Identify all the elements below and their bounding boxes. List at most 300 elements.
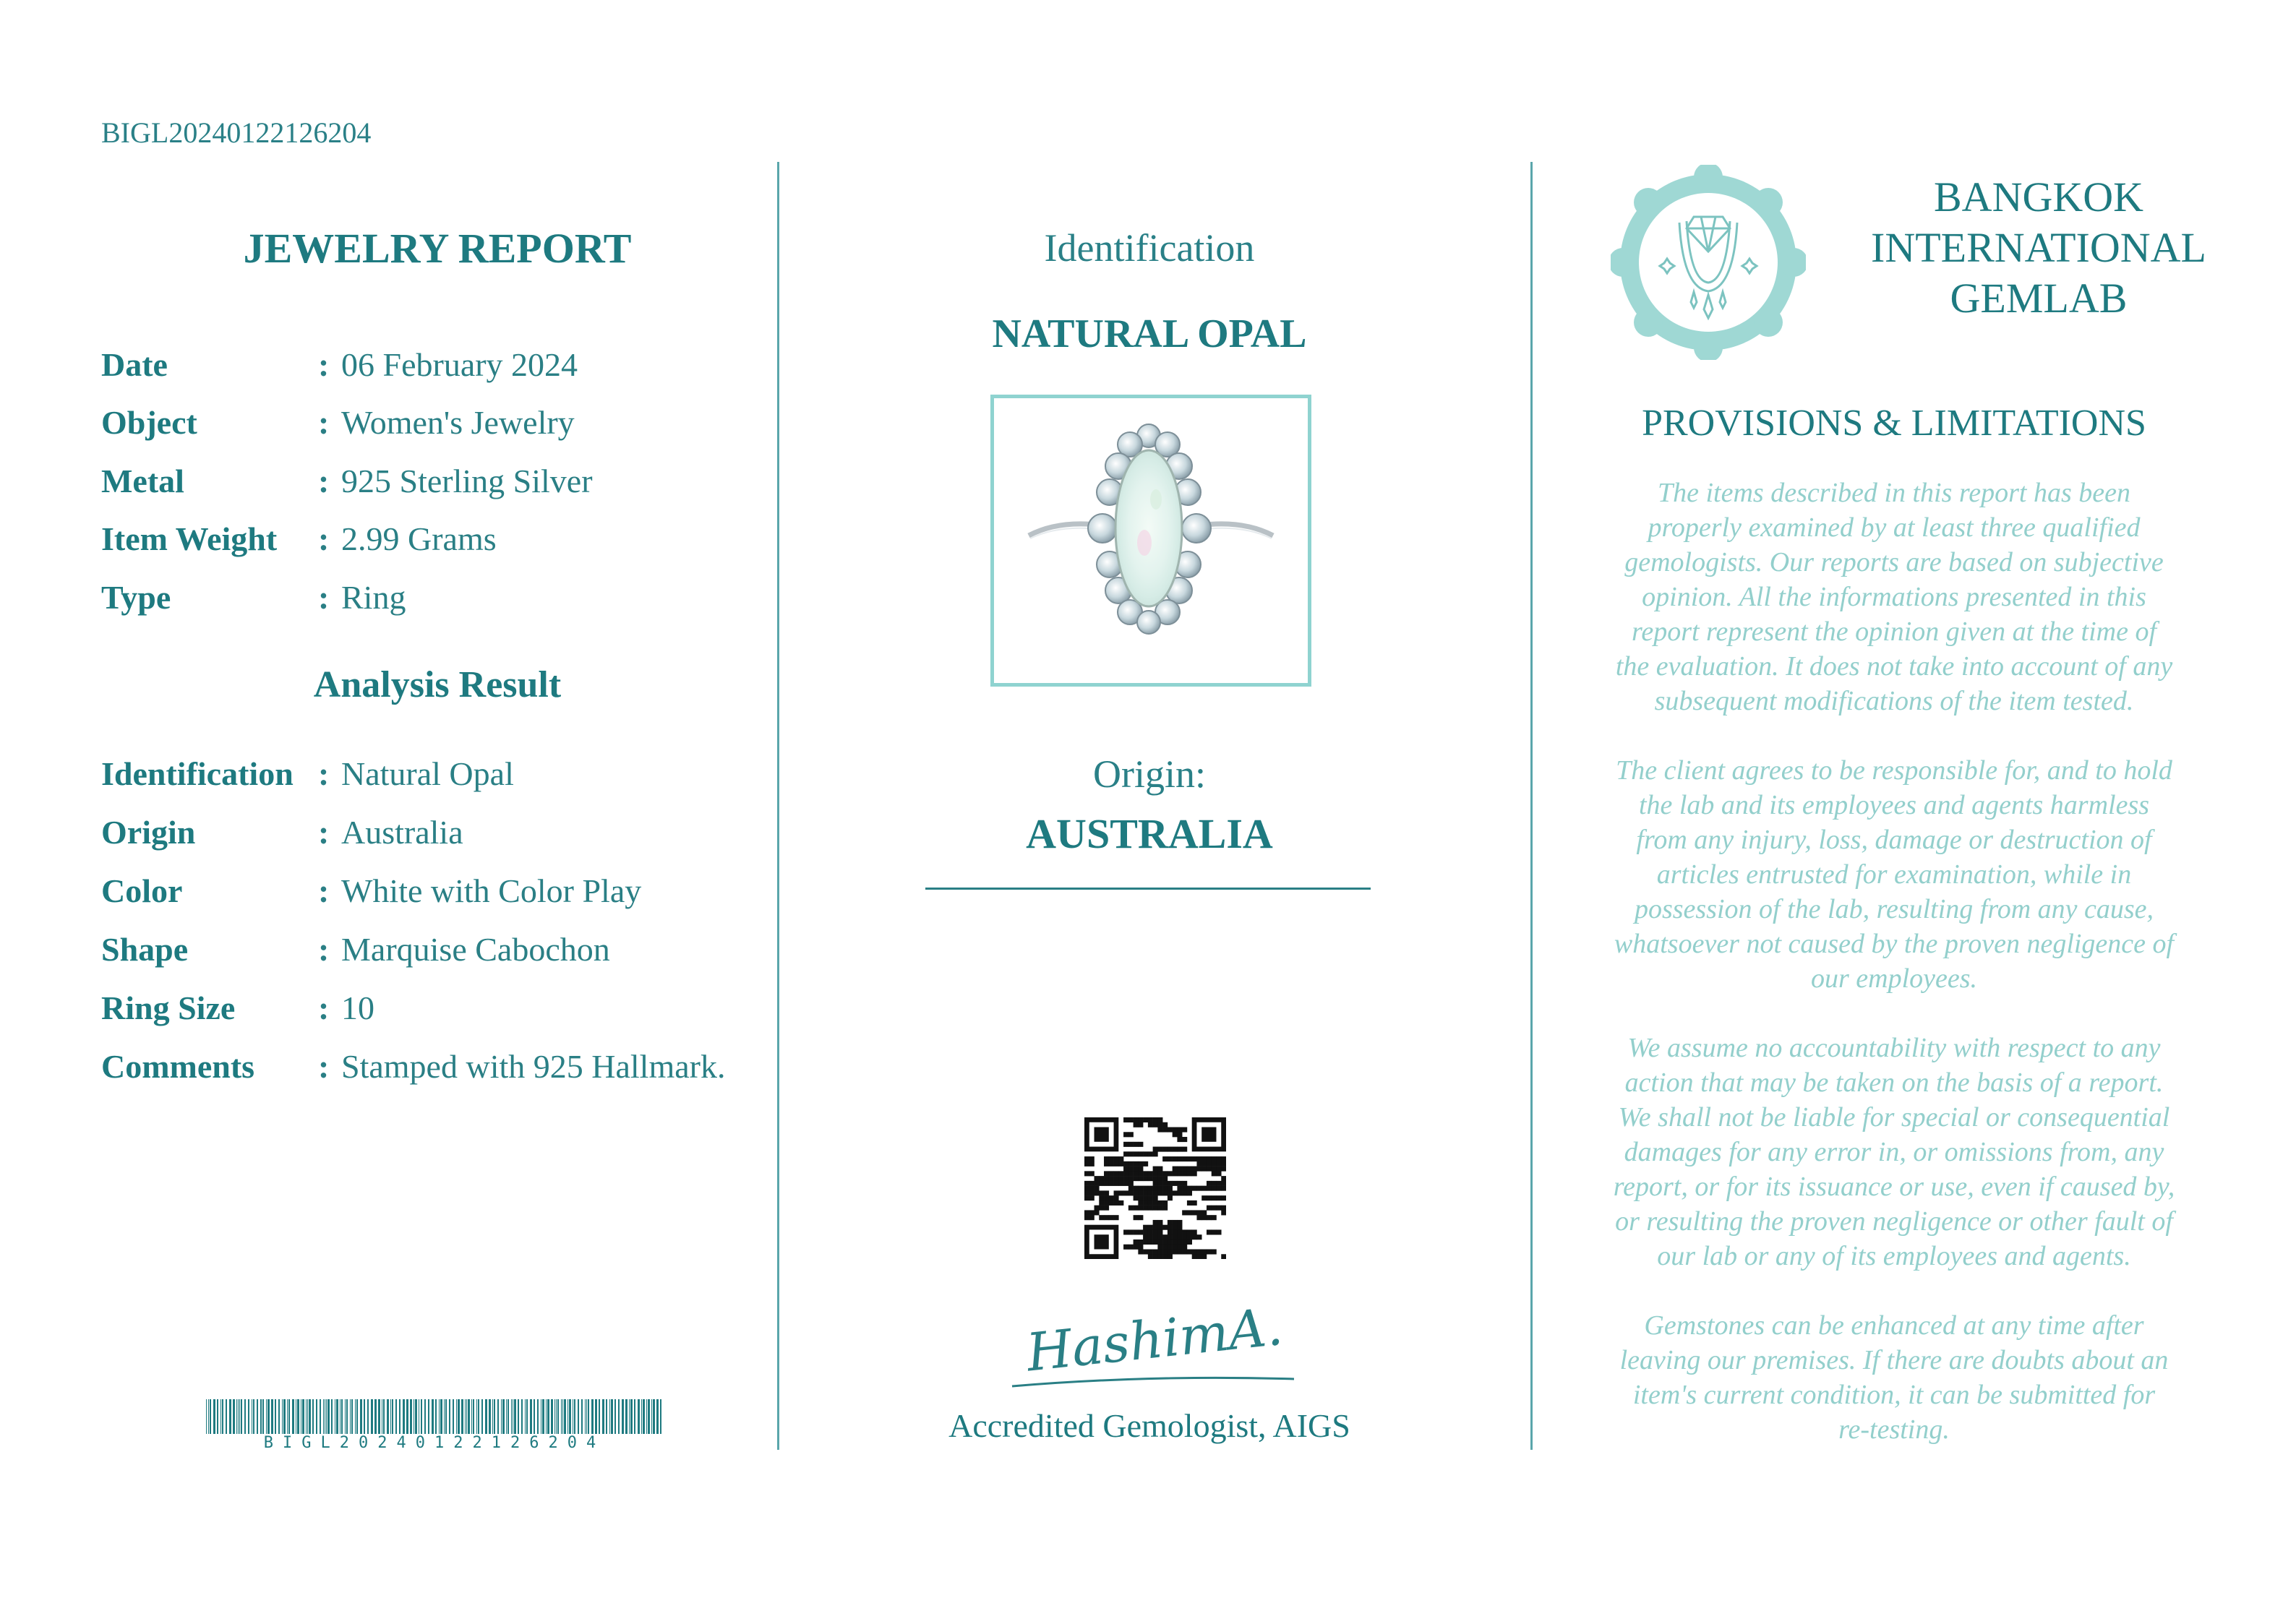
qr-module [1128,1229,1134,1234]
qr-module [1177,1220,1182,1225]
barcode-bar [244,1399,246,1434]
qr-module [1109,1195,1114,1200]
barcode-bar [591,1399,594,1434]
qr-module [1182,1234,1187,1240]
qr-module [1162,1156,1168,1161]
qr-module [1196,1186,1201,1191]
qr-module [1109,1161,1114,1167]
qr-module [1084,1156,1089,1161]
origin-value: AUSTRALIA [1026,810,1273,857]
qr-module [1216,1181,1221,1186]
qr-module [1104,1195,1109,1200]
barcode-bar [595,1399,597,1434]
qr-module [1143,1190,1148,1195]
detail-colon: : [318,463,330,499]
qr-module [1104,1156,1109,1161]
qr-module [1177,1240,1182,1245]
qr-module [1118,1156,1123,1161]
barcode-bar [428,1399,429,1434]
qr-module [1168,1156,1173,1161]
qr-module [1099,1200,1104,1206]
qr-module [1153,1167,1158,1172]
detail-value: Women's Jewelry [341,404,575,441]
qr-module [1157,1127,1162,1133]
qr-module [1095,1206,1100,1211]
qr-module [1216,1206,1221,1211]
barcode-bar [410,1399,412,1434]
qr-module [1138,1122,1143,1127]
qr-module [1162,1200,1168,1206]
qr-module [1157,1254,1162,1259]
provisions-line: our lab or any of its employees and agents. [1657,1241,2131,1271]
barcode-bar [213,1399,215,1434]
qr-module [1134,1206,1139,1211]
barcode-bar [581,1399,583,1434]
qr-module [1143,1200,1148,1206]
qr-module [1148,1229,1153,1234]
qr-module [1177,1249,1182,1254]
qr-module [1109,1156,1114,1161]
barcode-bar [489,1399,491,1434]
barcode-bar [238,1399,239,1434]
qr-module [1173,1127,1178,1133]
analysis-value: 10 [341,989,374,1026]
qr-module [1221,1186,1226,1191]
barcode-bar [267,1399,270,1434]
qr-module [1221,1195,1226,1200]
detail-label: Object [101,404,197,441]
qr-module [1148,1186,1153,1191]
barcode-bar [630,1399,633,1434]
barcode-bar [440,1399,442,1434]
qr-module [1221,1254,1226,1259]
qr-module [1212,1186,1217,1191]
qr-module [1168,1220,1173,1225]
qr-module [1099,1190,1104,1195]
detail-label: Type [101,579,171,616]
qr-module [1173,1167,1178,1172]
lab-name-line-3: GEMLAB [1950,275,2128,322]
qr-module [1182,1249,1187,1254]
qr-module [1162,1122,1168,1127]
qr-module [1128,1186,1134,1191]
provisions-line: re-testing. [1838,1414,1950,1445]
qr-module [1118,1161,1123,1167]
qr-module [1192,1167,1197,1172]
qr-module [1114,1171,1119,1176]
qr-module [1207,1195,1212,1200]
detail-value: 06 February 2024 [341,346,578,383]
analysis-value: White with Color Play [341,872,642,909]
qr-module [1095,1176,1100,1181]
qr-module [1095,1127,1109,1142]
qr-module [1153,1186,1158,1191]
provisions-line: subsequent modifications of the item tested. [1654,686,2134,716]
qr-code [1084,1117,1226,1259]
barcode-bar [622,1399,624,1434]
qr-module [1128,1176,1134,1181]
barcode-bar [660,1399,661,1434]
barcode-bar [588,1399,589,1434]
qr-module [1138,1171,1143,1176]
qr-module [1099,1181,1104,1186]
qr-module [1128,1190,1134,1195]
qr-module [1157,1190,1162,1195]
barcode-bar [561,1399,562,1434]
qr-module [1128,1161,1134,1167]
qr-module [1221,1167,1226,1172]
qr-module [1143,1206,1148,1211]
qr-module [1212,1249,1217,1254]
identification-label: Identification [1044,226,1255,270]
barcode-bar [574,1399,575,1434]
barcode-bar [355,1399,356,1434]
barcode-bar [521,1399,523,1434]
qr-module [1157,1200,1162,1206]
barcode-bar [312,1399,314,1434]
qr-module [1099,1206,1104,1211]
qr-module [1128,1206,1134,1211]
qr-module [1212,1215,1217,1220]
qr-module [1143,1117,1148,1122]
qr-module [1134,1122,1139,1127]
qr-module [1157,1229,1162,1234]
qr-module [1143,1176,1148,1181]
item-photo-frame [990,395,1311,687]
qr-module [1173,1147,1178,1152]
qr-module [1153,1206,1158,1211]
qr-module [1104,1171,1109,1176]
qr-module [1148,1122,1153,1127]
qr-module [1084,1171,1089,1176]
qr-module [1187,1249,1192,1254]
qr-module [1089,1195,1095,1200]
barcode-bar [567,1399,568,1434]
qr-module [1095,1181,1100,1186]
qr-module [1212,1167,1217,1172]
qr-module [1148,1254,1153,1259]
qr-module [1128,1181,1134,1186]
qr-module [1123,1190,1128,1195]
qr-module [1192,1249,1197,1254]
qr-module [1104,1181,1109,1186]
qr-module [1138,1200,1143,1206]
qr-module [1095,1210,1100,1215]
qr-module [1177,1229,1182,1234]
qr-module [1162,1181,1168,1186]
signature [998,1286,1316,1395]
barcode-bar [614,1399,616,1434]
qr-module [1201,1156,1207,1161]
provisions-line: whatsoever not caused by the proven negligence of [1614,929,2175,959]
qr-module [1123,1151,1128,1156]
qr-module [1212,1181,1217,1186]
qr-module [1192,1200,1197,1206]
qr-module [1143,1225,1148,1230]
qr-module [1157,1167,1162,1172]
qr-module [1173,1190,1178,1195]
qr-module [1148,1225,1153,1230]
qr-module [1148,1240,1153,1245]
qr-module [1162,1206,1168,1211]
qr-module [1099,1215,1104,1220]
qr-module [1114,1181,1119,1186]
barcode-bar [461,1399,463,1434]
barcode-bar [364,1399,365,1434]
qr-module [1168,1181,1173,1186]
qr-module [1212,1161,1217,1167]
qr-module [1095,1234,1109,1249]
barcode-bar [403,1399,405,1434]
qr-module [1118,1171,1123,1176]
qr-module [1177,1127,1182,1133]
qr-module [1216,1161,1221,1167]
barcode-bar [481,1399,483,1434]
barcode-bar [554,1399,555,1434]
barcode-bar [466,1399,467,1434]
qr-module [1173,1240,1178,1245]
qr-module [1177,1156,1182,1161]
barcode-bar [371,1399,373,1434]
provisions-line: from any injury, loss, damage or destruction of [1636,825,2152,855]
qr-module [1212,1156,1217,1161]
qr-module [1148,1151,1153,1156]
qr-module [1207,1249,1212,1254]
provisions-line: opinion. All the informations presented in this [1642,582,2146,612]
barcode-bar [395,1399,397,1434]
qr-module [1153,1195,1158,1200]
detail-value: Ring [341,579,406,616]
qr-module [1177,1147,1182,1152]
barcode-bar [599,1399,600,1434]
qr-module [1138,1151,1143,1156]
barcode-bar [534,1399,535,1434]
qr-module [1216,1156,1221,1161]
qr-module [1192,1254,1197,1259]
qr-module [1207,1156,1212,1161]
qr-module [1084,1190,1089,1195]
barcode-bar [609,1399,610,1434]
qr-module [1153,1254,1158,1259]
qr-module [1182,1137,1187,1142]
qr-module [1173,1249,1178,1254]
barcode-bar [392,1399,393,1434]
qr-module [1221,1210,1226,1215]
qr-module [1182,1156,1187,1161]
barcode-bar [406,1399,408,1434]
barcode-bar [292,1399,294,1434]
barcode-bar [445,1399,447,1434]
qr-module [1134,1142,1139,1147]
qr-module [1201,1215,1207,1220]
qr-module [1207,1186,1212,1191]
qr-module [1138,1117,1143,1122]
analysis-label: Ring Size [101,989,236,1026]
barcode-bar [374,1399,377,1434]
barcode-bar [351,1399,353,1434]
qr-module [1138,1229,1143,1234]
barcode-bar [399,1399,400,1434]
qr-module [1157,1220,1162,1225]
qr-module [1153,1220,1158,1225]
provisions-line: report, or for its issuance or use, even if caused by, [1613,1172,2175,1202]
qr-module [1173,1234,1178,1240]
qr-module [1157,1176,1162,1181]
qr-module [1123,1161,1128,1167]
qr-module [1187,1156,1192,1161]
qr-module [1134,1190,1139,1195]
barcode-bar [233,1399,235,1434]
qr-module [1123,1171,1128,1176]
qr-module [1196,1156,1201,1161]
identification-value: NATURAL OPAL [992,312,1307,356]
qr-module [1143,1229,1148,1234]
qr-module [1182,1190,1187,1195]
barcode-bar [530,1399,532,1434]
qr-module [1104,1190,1109,1195]
barcode-bar [229,1399,231,1434]
qr-module [1168,1225,1173,1230]
qr-module [1216,1186,1221,1191]
qr-module [1148,1195,1153,1200]
barcode-bar [492,1399,493,1434]
barcode-bar [514,1399,516,1434]
qr-module [1177,1234,1182,1240]
qr-module [1207,1215,1212,1220]
qr-module [1084,1181,1089,1186]
qr-module [1153,1249,1158,1254]
qr-module [1162,1240,1168,1245]
qr-module [1216,1195,1221,1200]
provisions-paragraph-4 [1576,1308,2212,1447]
barcode-bar [239,1399,240,1434]
barcode-bar [629,1399,630,1434]
qr-module [1157,1122,1162,1127]
qr-module [1221,1176,1226,1181]
qr-module [1216,1229,1221,1234]
provisions-line: We assume no accountability with respect to any [1627,1033,2161,1063]
analysis-value: Stamped with 925 Hallmark. [341,1048,726,1085]
qr-module [1123,1167,1128,1172]
qr-module [1134,1240,1139,1245]
qr-module [1104,1200,1109,1206]
barcode-bar [302,1399,304,1434]
qr-module [1173,1132,1178,1137]
qr-module [1128,1142,1134,1147]
qr-module [1153,1229,1158,1234]
qr-module [1221,1161,1226,1167]
qr-module [1182,1245,1187,1250]
qr-module [1168,1195,1173,1200]
barcode-bar [557,1399,559,1434]
qr-module [1089,1210,1095,1215]
barcode-bar [586,1399,587,1434]
qr-module [1128,1167,1134,1172]
qr-module [1157,1249,1162,1254]
qr-module [1157,1240,1162,1245]
qr-module [1182,1240,1187,1245]
qr-module [1201,1167,1207,1172]
qr-module [1168,1240,1173,1245]
qr-module [1192,1186,1197,1191]
barcode-bar [494,1399,495,1434]
qr-module [1089,1190,1095,1195]
barcode-bar [341,1399,343,1434]
barcode-bar [275,1399,276,1434]
qr-module [1123,1132,1128,1137]
qr-module [1134,1171,1139,1176]
qr-module [1168,1234,1173,1240]
qr-module [1162,1171,1168,1176]
analysis-label: Color [101,872,183,909]
barcode-bar [547,1399,549,1434]
qr-module [1168,1171,1173,1176]
barcode-bar [415,1399,417,1434]
qr-module [1153,1171,1158,1176]
qr-module [1177,1167,1182,1172]
barcode-bar [562,1399,563,1434]
qr-module [1153,1181,1158,1186]
qr-module [1182,1186,1187,1191]
barcode-bar [449,1399,450,1434]
qr-module [1153,1240,1158,1245]
qr-module [1153,1234,1158,1240]
qr-module [1114,1161,1119,1167]
barcode-bar [424,1399,426,1434]
analysis-label: Comments [101,1048,255,1085]
barcode-bar [602,1399,604,1434]
barcode-bar [646,1399,647,1434]
barcode-bar [390,1399,391,1434]
qr-module [1138,1190,1143,1195]
barcode-bar [378,1399,380,1434]
qr-module [1109,1171,1114,1176]
qr-module [1216,1167,1221,1172]
qr-module [1114,1195,1119,1200]
qr-module [1196,1249,1201,1254]
provisions-line: report represent the opinion given at the time of [1631,616,2157,647]
qr-module [1177,1190,1182,1195]
qr-module [1138,1195,1143,1200]
qr-module [1168,1245,1173,1250]
qr-module [1187,1210,1192,1215]
barcode-bar [473,1399,474,1434]
qr-module [1153,1122,1158,1127]
provisions-line: or resulting the proven negligence or other fault of [1615,1206,2173,1237]
qr-module [1134,1167,1139,1172]
barcode-number: BIGL20240122126204 [263,1434,606,1452]
qr-module [1221,1206,1226,1211]
qr-module [1177,1137,1182,1142]
analysis-colon: : [318,989,330,1026]
lab-seal-logo [1611,165,1806,360]
detail-label: Metal [101,463,184,499]
qr-module [1168,1186,1173,1191]
barcode-bar [320,1399,321,1434]
barcode-bar [206,1399,207,1434]
qr-module [1173,1171,1178,1176]
qr-module [1157,1147,1162,1152]
barcode-bar [569,1399,571,1434]
barcode-bar [435,1399,437,1434]
qr-module [1187,1167,1192,1172]
qr-module [1196,1215,1201,1220]
qr-module [1187,1234,1192,1240]
qr-module [1221,1181,1226,1186]
barcode-bar [578,1399,579,1434]
provisions-line: the lab and its employees and agents harmless [1638,790,2150,820]
qr-module [1207,1181,1212,1186]
